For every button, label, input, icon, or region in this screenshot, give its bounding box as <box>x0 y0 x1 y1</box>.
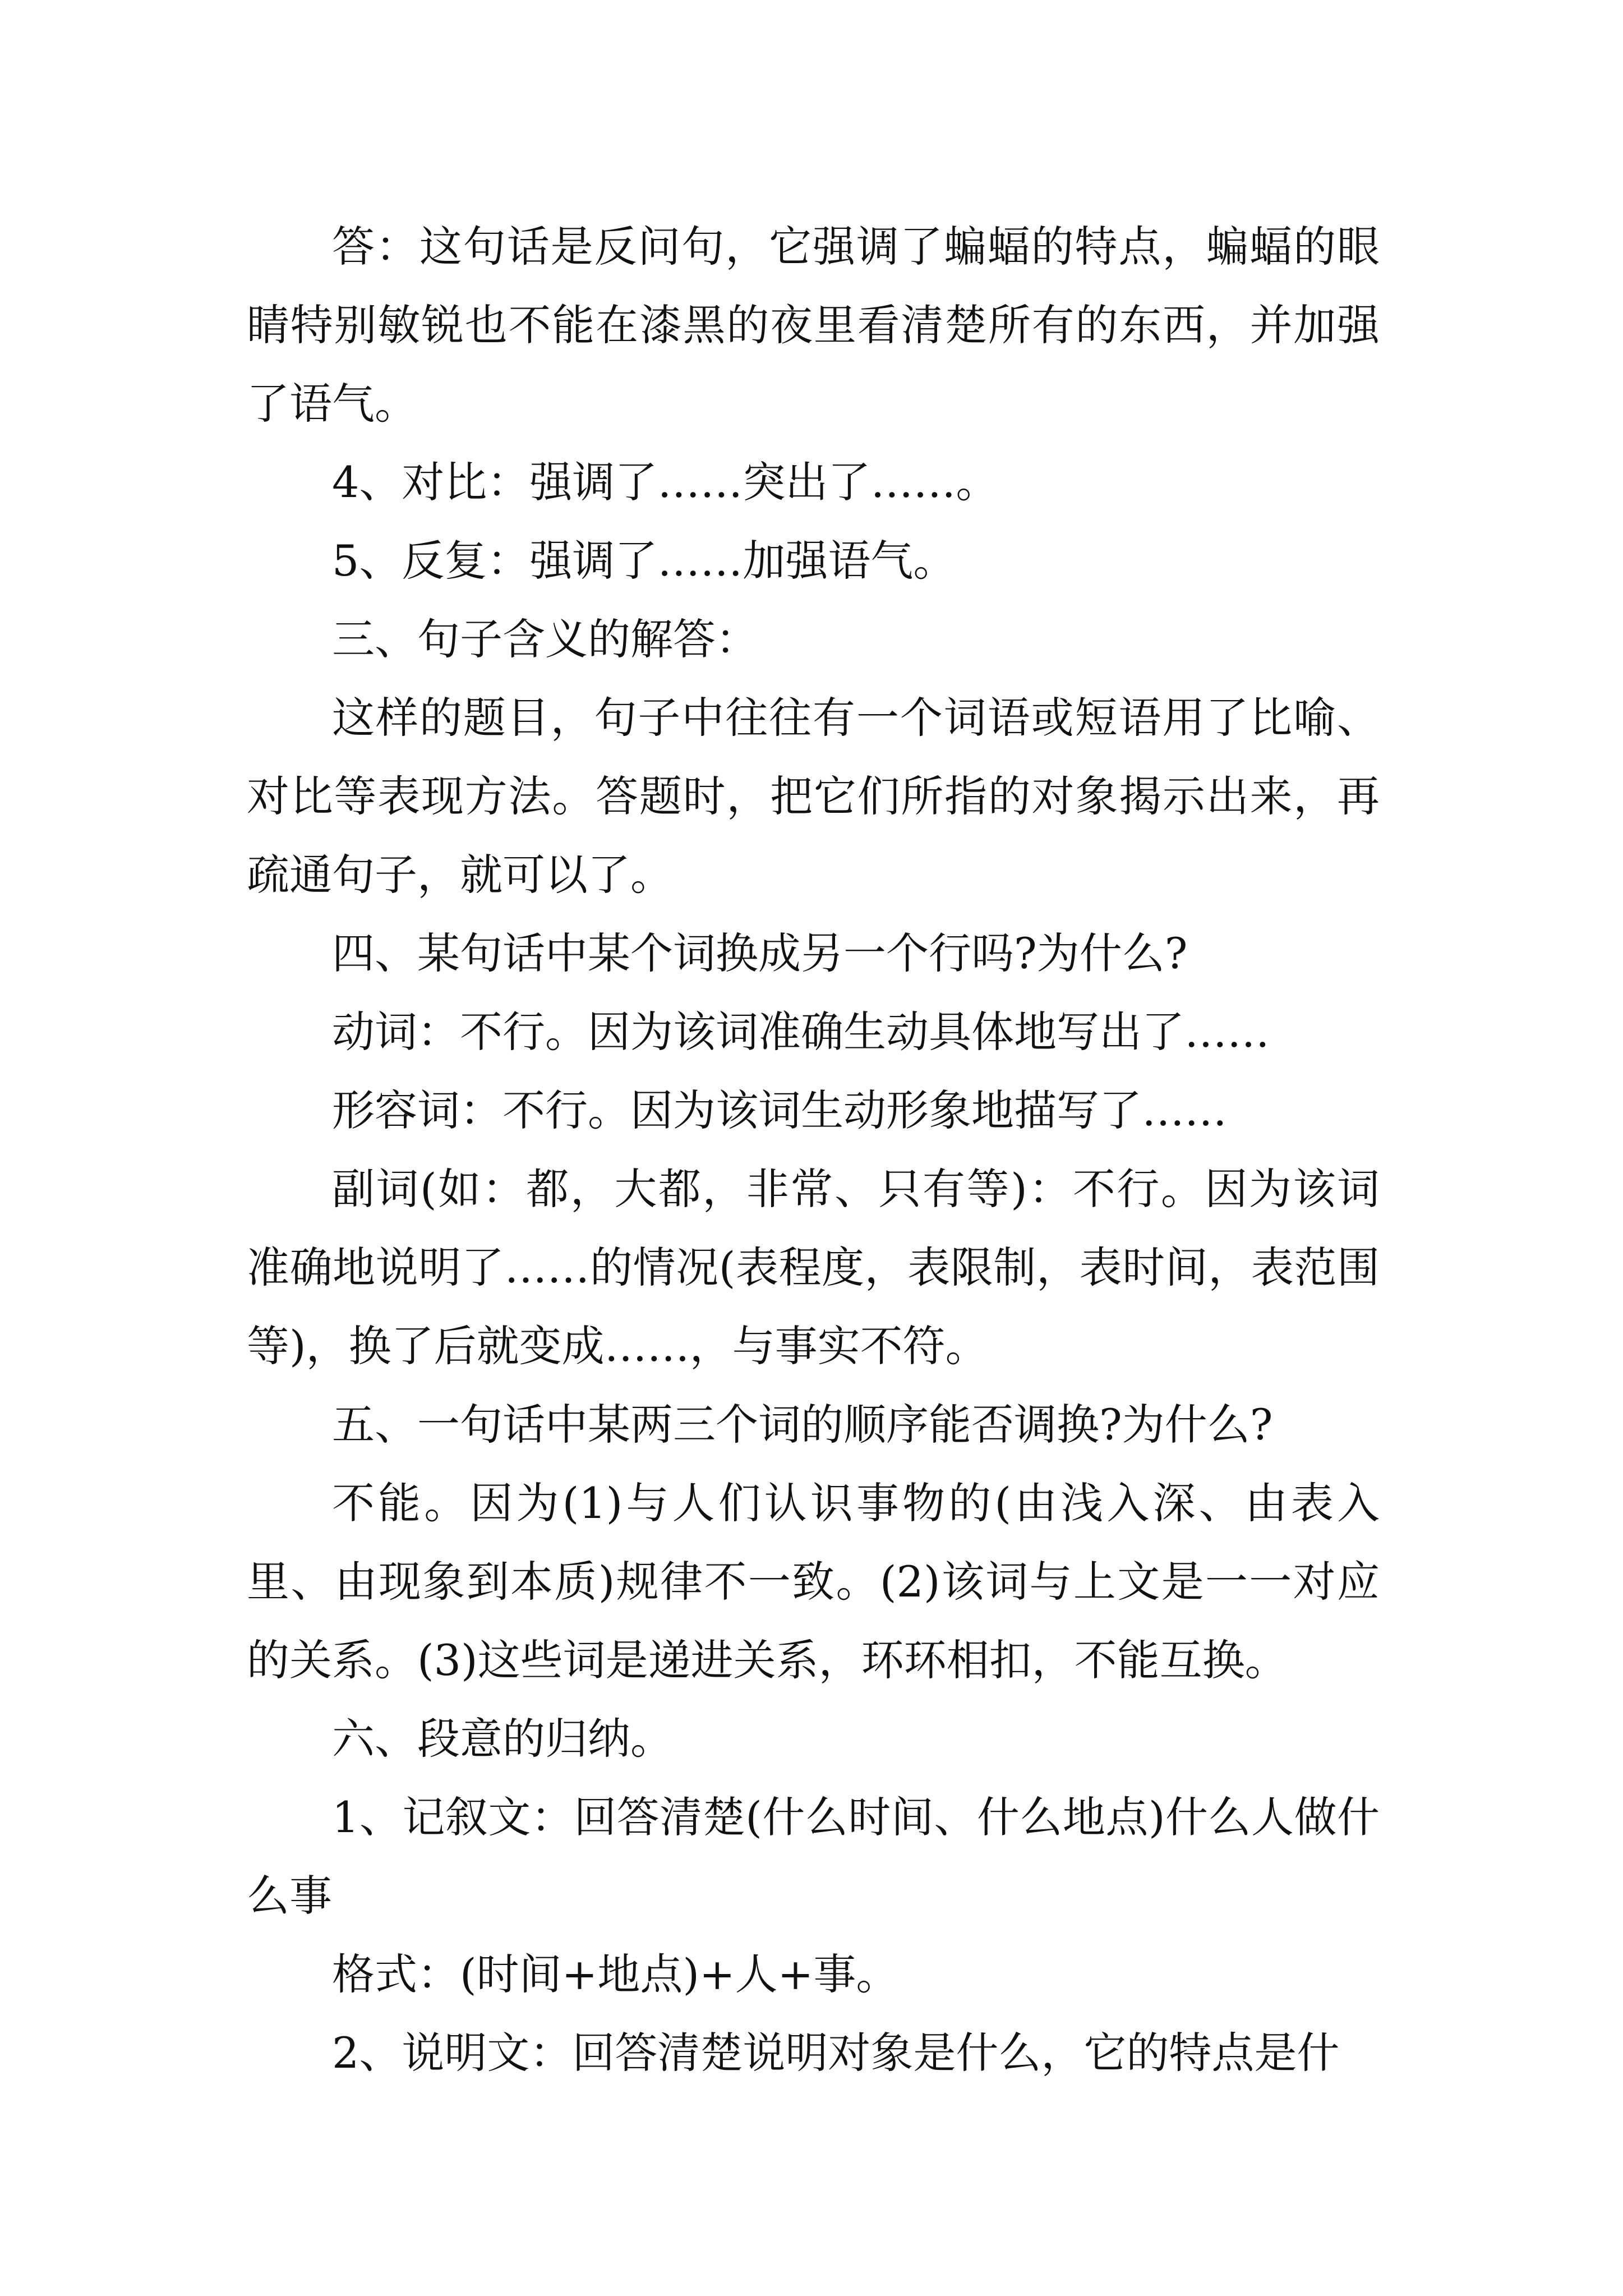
paragraph-word-order: 不能。因为(1)与人们认识事物的(由浅入深、由表入里、由现象到本质)规律不一致。(2)该词与上文是一一对应的关系。(3)这些词是递进关系，环环相扣，不能互换。 <box>247 1478 1380 1685</box>
paragraph-format: 格式：(时间+地点)+人+事。 <box>332 1949 899 1999</box>
paragraph-sentence-meaning: 这样的题目，句子中往往有一个词语或短语用了比喻、对比等表现方法。答题时，把它们所指的对象揭示出来，再疏通句子，就可以了。 <box>247 693 1380 900</box>
heading-word-replacement: 四、某句话中某个词换成另一个行吗?为什么? <box>332 928 1188 978</box>
paragraph-adjective: 形容词：不行。因为该词生动形象地描写了…… <box>332 1085 1227 1135</box>
document-body <box>247 208 1380 2092</box>
paragraph-answer-rhetorical-question: 答：这句话是反问句，它强调了蝙蝠的特点，蝙蝠的眼睛特别敏锐也不能在漆黑的夜里看清楚所有的东西，并加强了语气。 <box>247 222 1380 429</box>
paragraph-repetition: 5、反复：强调了……加强语气。 <box>332 536 956 586</box>
paragraph-contrast: 4、对比：强调了……突出了……。 <box>332 457 999 507</box>
heading-word-order: 五、一句话中某两三个词的顺序能否调换?为什么? <box>332 1400 1273 1450</box>
heading-sentence-meaning: 三、句子含义的解答： <box>332 614 758 664</box>
heading-paragraph-summary: 六、段意的归纳。 <box>332 1714 673 1764</box>
paragraph-narrative: 1、记叙文：回答清楚(什么时间、什么地点)什么人做什么事 <box>247 1792 1380 1921</box>
paragraph-expository: 2、说明文：回答清楚说明对象是什么，它的特点是什 <box>332 2028 1340 2078</box>
paragraph-adverb: 副词(如：都，大都，非常、只有等)：不行。因为该词准确地说明了……的情况(表程度，表限制，表时间，表范围等)，换了后就变成……，与事实不符。 <box>247 1164 1380 1371</box>
paragraph-verb: 动词：不行。因为该词准确生动具体地写出了…… <box>332 1007 1270 1057</box>
